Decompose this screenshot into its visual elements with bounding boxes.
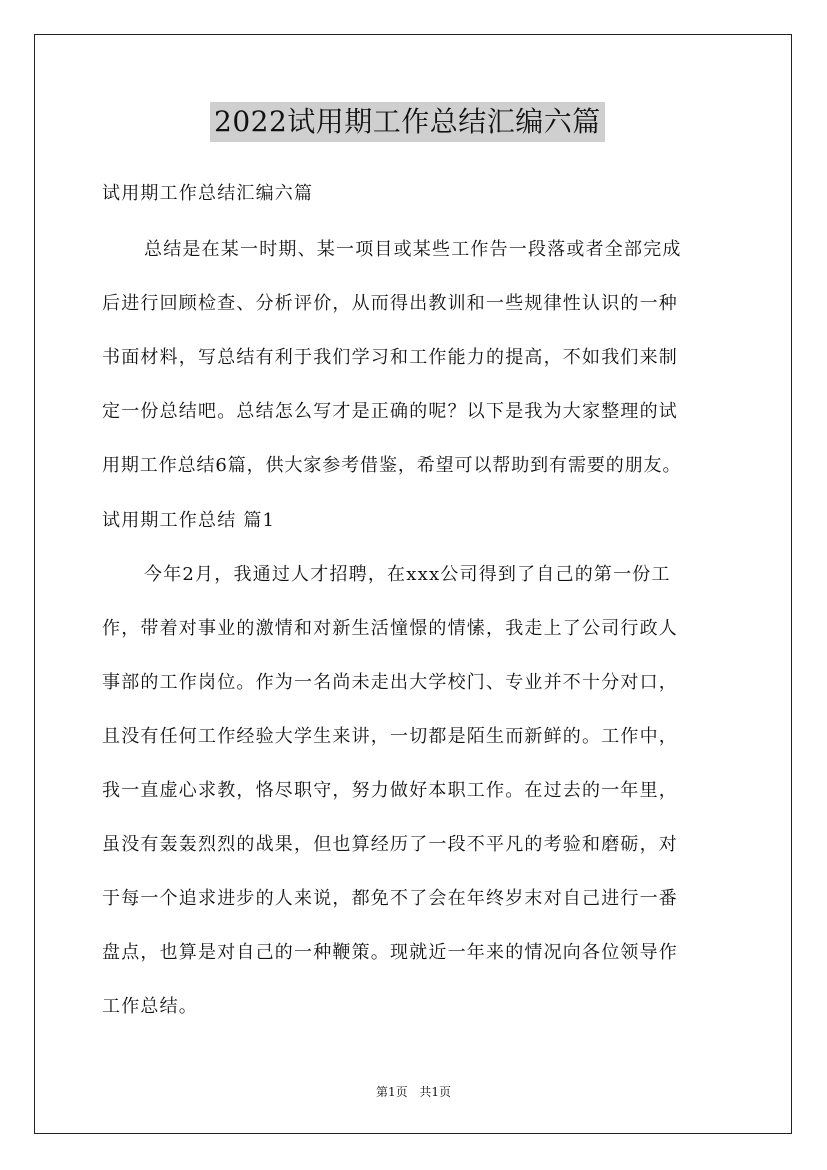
intro-line: 总结是在某一时期、某一项目或某些工作告一段落或者全部完成 (144, 239, 682, 260)
intro-line: 用期工作总结6篇，供大家参考借鉴，希望可以帮助到有需要的朋友。 (102, 455, 682, 476)
body-line: 工作总结。 (102, 996, 198, 1017)
body-line: 今年2月，我通过人才招聘，在xxx公司得到了自己的第一份工 (144, 564, 671, 585)
page-number: 第1页 (375, 1085, 408, 1099)
intro-line: 书面材料，写总结有利于我们学习和工作能力的提高，不如我们来制 (102, 347, 678, 368)
body-line: 于每一个追求进步的人来说，都免不了会在年终岁末对自己进行一番 (102, 888, 678, 909)
page-total: 共1页 (419, 1085, 452, 1099)
body-line: 事部的工作岗位。作为一名尚未走出大学校门、专业并不十分对口， (102, 672, 678, 693)
page-footer (0, 1084, 827, 1100)
body-line: 虽没有轰轰烈烈的战果，但也算经历了一段不平凡的考验和磨砺，对 (102, 834, 678, 855)
intro-line: 定一份总结吧。总结怎么写才是正确的呢？以下是我为大家整理的试 (102, 401, 678, 422)
document-subtitle: 试用期工作总结汇编六篇 (102, 183, 314, 204)
document-title: 2022试用期工作总结汇编六篇 (210, 102, 605, 142)
body-line: 作，带着对事业的激情和对新生活憧憬的情愫，我走上了公司行政人 (102, 618, 678, 639)
body-line: 盘点，也算是对自己的一种鞭策。现就近一年来的情况向各位领导作 (102, 942, 678, 963)
intro-line: 后进行回顾检查、分析评价，从而得出教训和一些规律性认识的一种 (102, 293, 678, 314)
section-heading: 试用期工作总结 篇1 (102, 510, 276, 531)
body-line: 且没有任何工作经验大学生来讲，一切都是陌生而新鲜的。工作中， (102, 726, 678, 747)
body-line: 我一直虚心求教，恪尽职守，努力做好本职工作。在过去的一年里， (102, 780, 678, 801)
